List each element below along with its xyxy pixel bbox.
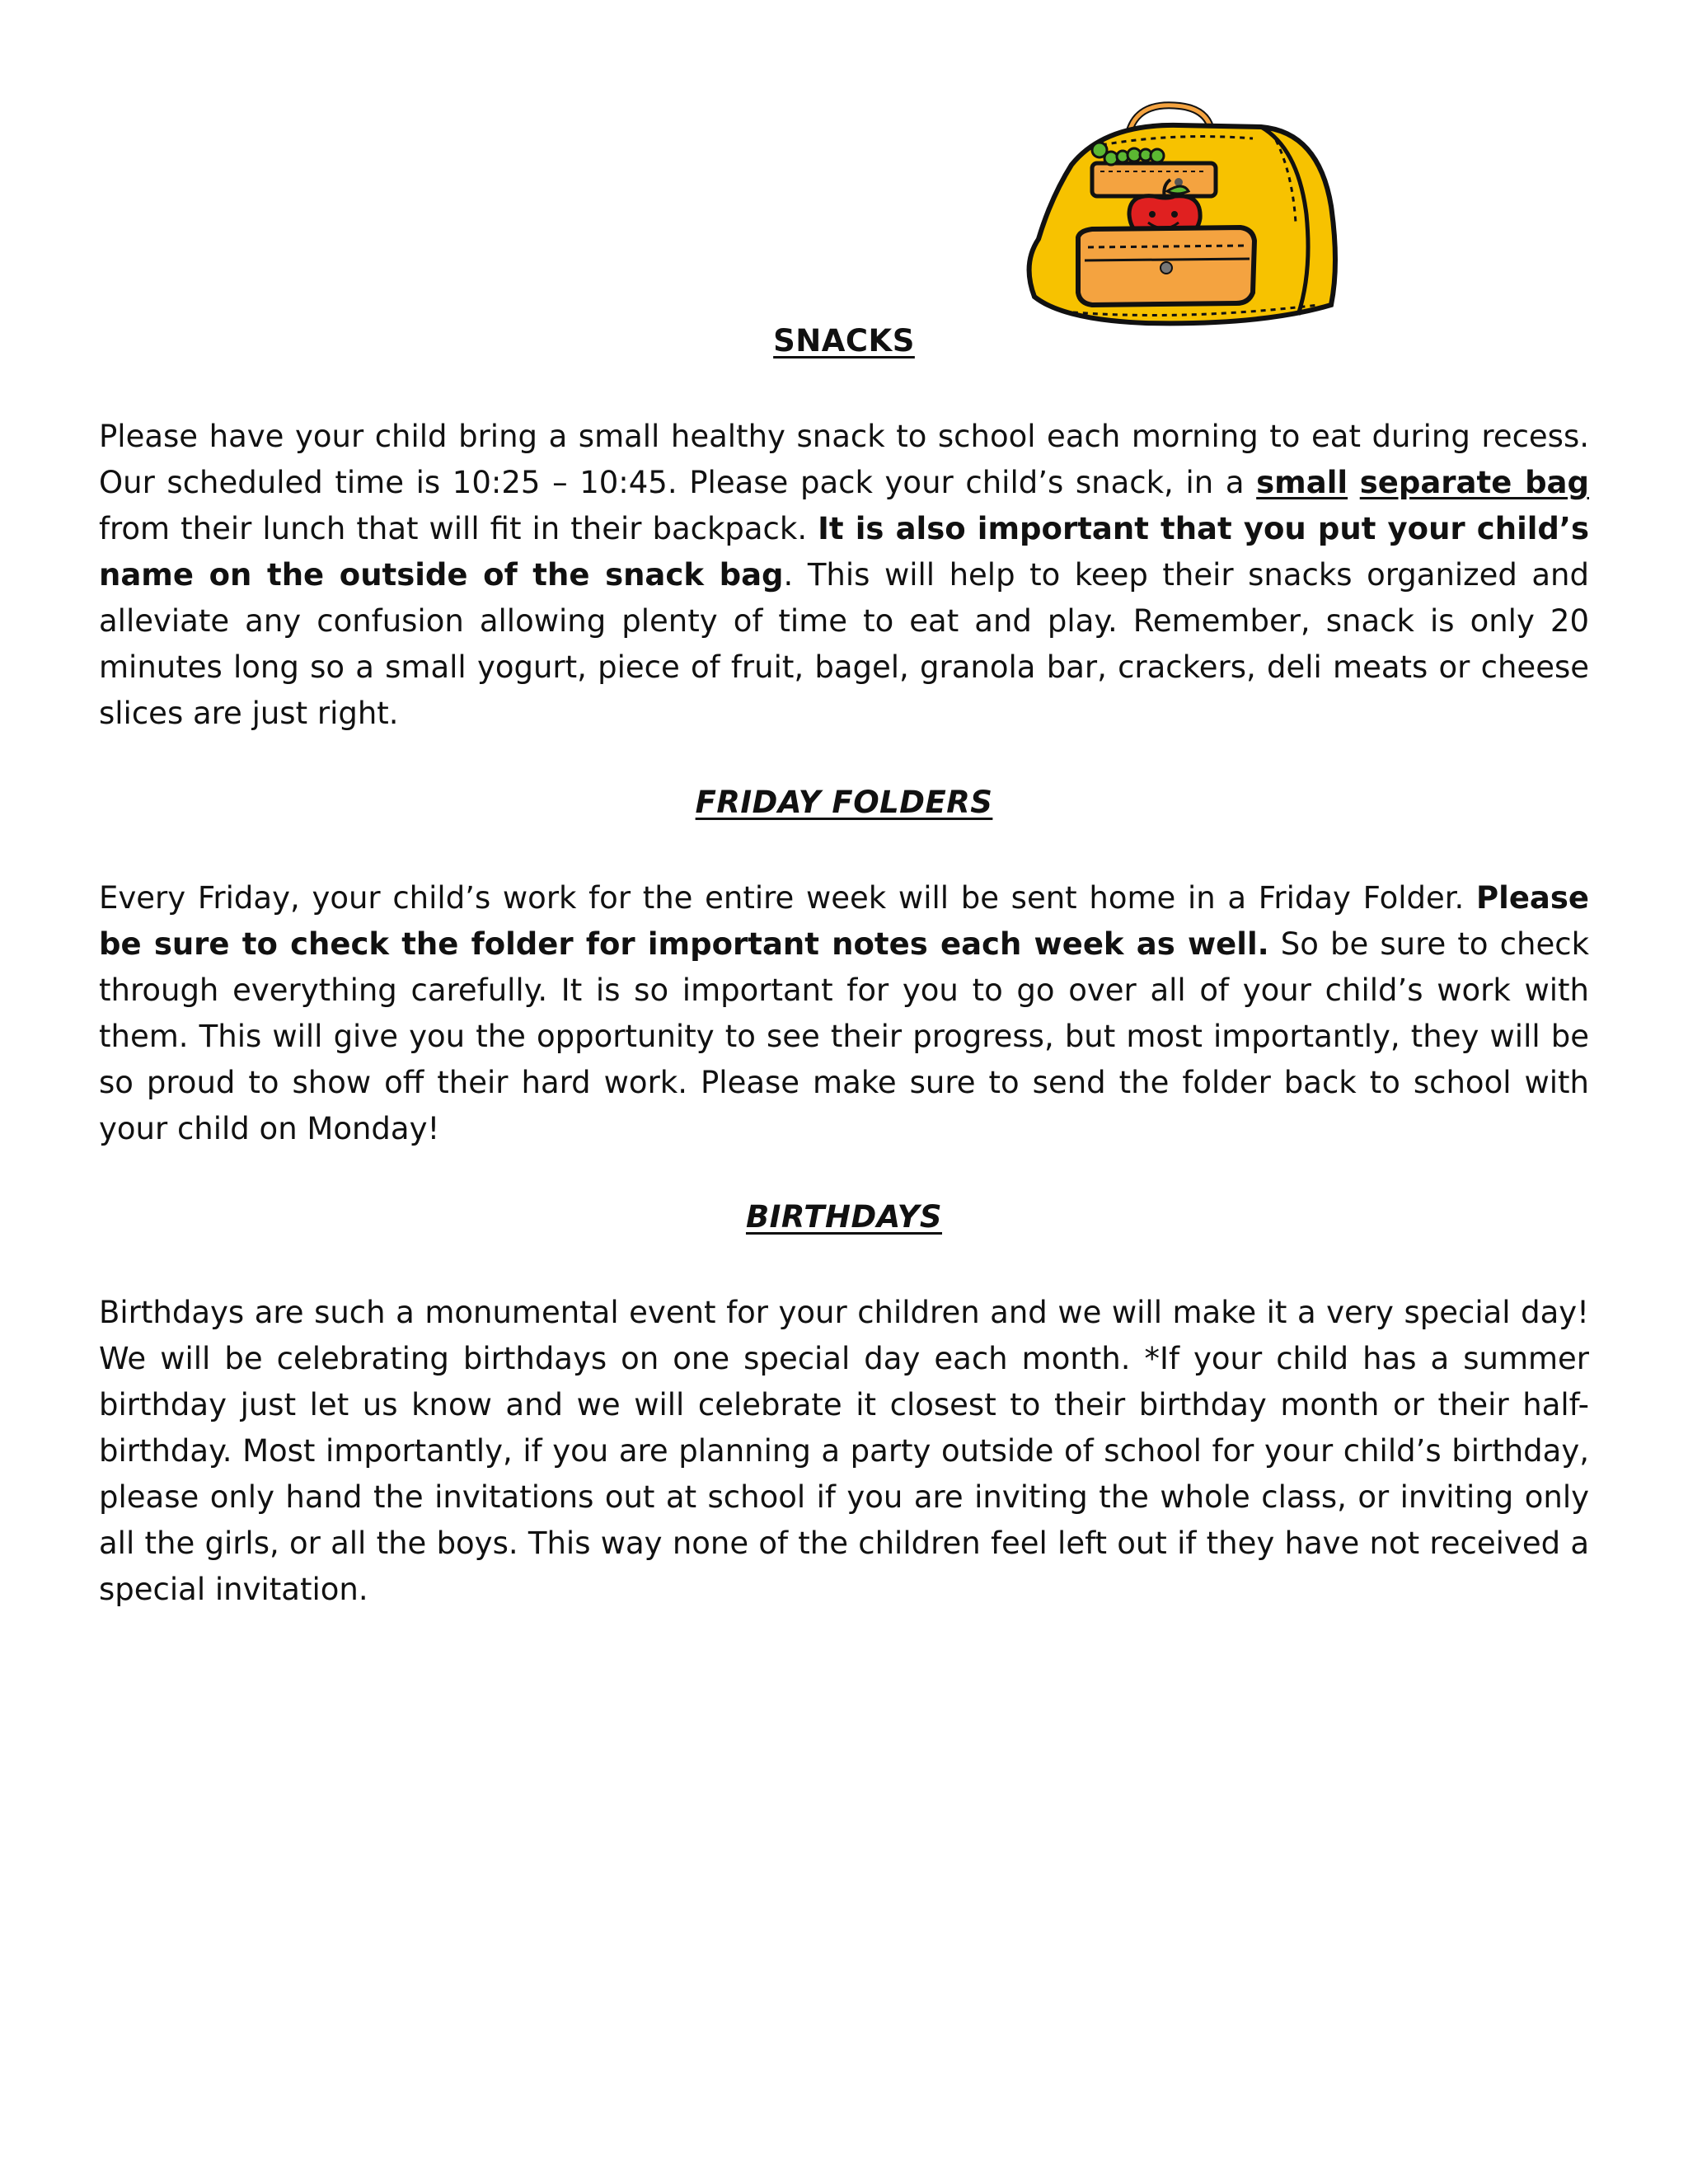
snacks-small-emphasis: small [1256, 465, 1348, 500]
birthdays-paragraph: Birthdays are such a monumental event for your children and we will make it a very special day! We will be celebrating birthdays on one special day each month. *If your child has a summer birthday just let us know and we will celebrate it closest to their birthday month or their half-birthday. Most importantly, if you are planning a party outside of school for your child’s birthday, please only hand the invitations out at school if you are inviting the whole class, or inviting only all the girls, or all the boys. This way none of the children feel left out if they have not received a special invitation. [99, 1295, 1589, 1607]
birthdays-heading: BIRTHDAYS [745, 1199, 943, 1235]
friday-folder-note: Please be sure to check the folder for important notes each week as well. [99, 880, 1589, 962]
backpack-icon [1014, 99, 1360, 330]
snacks-text-1: Please have your child bring a small healthy snack to school each morning to eat during recess. Our scheduled time is 10:25 – 10:45. Please pack your child’s snack, in a [99, 419, 1589, 500]
snacks-name-note: It is also important that you put your child’s name on the outside of the snack bag [99, 511, 1589, 593]
friday-folders-paragraph [99, 875, 1589, 1152]
snacks-heading: SNACKS [773, 323, 915, 359]
snacks-separate-bag-emphasis: separate bag [1359, 465, 1590, 500]
friday-folders-heading: FRIDAY FOLDERS [695, 785, 993, 820]
snacks-text-3: . This will help to keep their snacks organized and alleviate any confusion allowing plenty of time to eat and play. Remember, snack is only 20 minutes long so a small yogurt, piece of fruit, bagel, granola bar, crackers, deli meats or cheese slices are just right. [99, 557, 1589, 731]
friday-text-1: Every Friday, your child’s work for the entire week will be sent home in a Friday Folder. [99, 880, 1477, 916]
snacks-paragraph [99, 414, 1589, 737]
snacks-text-2: from their lunch that will fit in their backpack. [99, 511, 818, 546]
friday-text-2: So be sure to check through everything carefully. It is so important for you to go over all of your child’s work with them. This will give you the opportunity to see their progress, but most importantly, they will be so proud to show off their hard work. Please make sure to send the folder back to school with your child on Monday! [99, 926, 1590, 1146]
